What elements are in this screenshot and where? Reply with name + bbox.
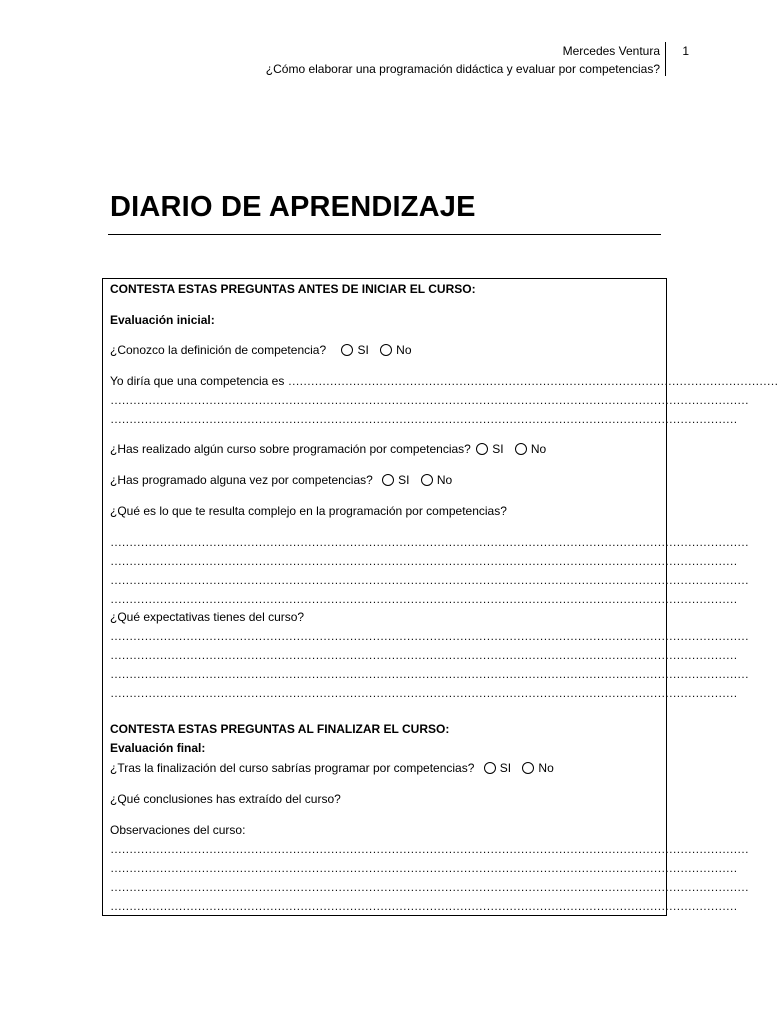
answer-line[interactable]: ………………………………………………………………………………………………………………………………………………… bbox=[110, 861, 738, 875]
option-no-label: No bbox=[530, 442, 547, 456]
question-complexity: ¿Qué es lo que te resulta complejo en la programación por competencias? bbox=[110, 504, 507, 518]
option-no-label: No bbox=[396, 343, 412, 357]
question-can-program bbox=[110, 760, 660, 776]
section2-subheading: Evaluación final: bbox=[110, 741, 206, 755]
answer-line[interactable]: ………………………………………………………………………………………………………………………………………………… bbox=[110, 592, 738, 606]
radio-yes-icon[interactable] bbox=[382, 474, 394, 486]
section1-subheading: Evaluación inicial: bbox=[110, 313, 215, 327]
answer-line[interactable]: ………………………………………………………………………………………………………………………………………………… bbox=[110, 412, 738, 426]
questionnaire-box bbox=[102, 278, 778, 916]
radio-yes-icon[interactable] bbox=[476, 443, 488, 455]
answer-line[interactable]: …………………………………………………………………………………………………………………………………………………… bbox=[110, 573, 749, 587]
header-subtitle: ¿Cómo elaborar una programación didáctica y evaluar por competencias? bbox=[265, 62, 660, 76]
answer-line[interactable]: …………………………………………………………………………………………………………………………………………………… bbox=[110, 880, 749, 894]
option-yes-label: SI bbox=[499, 761, 512, 775]
radio-no-icon[interactable] bbox=[522, 762, 534, 774]
answer-prompt: Yo diría que una competencia es bbox=[110, 374, 285, 388]
answer-line[interactable]: …………………………………………………………………………………………………………………………………………………… bbox=[110, 629, 749, 643]
question-competence-definition bbox=[110, 342, 660, 358]
answer-line[interactable]: ………………………………………………………………………………………………………………………………………………… bbox=[110, 554, 738, 568]
radio-no-icon[interactable] bbox=[380, 344, 392, 356]
question-text: ¿Tras la finalización del curso sabrías programar por competencias? bbox=[110, 761, 475, 775]
question-expectations: ¿Qué expectativas tienes del curso? bbox=[110, 610, 305, 624]
radio-no-icon[interactable] bbox=[515, 443, 527, 455]
question-observations: Observaciones del curso: bbox=[110, 823, 246, 837]
radio-yes-icon[interactable] bbox=[484, 762, 496, 774]
section1-heading: CONTESTA ESTAS PREGUNTAS ANTES DE INICIAR EL CURSO: bbox=[110, 282, 476, 296]
answer-line[interactable]: ………………………………………………………………………………………………………………………………………………… bbox=[110, 899, 738, 913]
header-author: Mercedes Ventura bbox=[562, 44, 660, 58]
answer-line[interactable]: …………………………………………………………………………………………………………………………………………………… bbox=[110, 393, 749, 407]
question-conclusions: ¿Qué conclusiones has extraído del curso? bbox=[110, 792, 341, 806]
answer-line[interactable]: ………………………………………………………………………………………………………………………………………………… bbox=[110, 686, 738, 700]
option-yes-label: SI bbox=[492, 442, 504, 456]
radio-no-icon[interactable] bbox=[421, 474, 433, 486]
section2-heading: CONTESTA ESTAS PREGUNTAS AL FINALIZAR EL CURSO: bbox=[110, 722, 450, 736]
running-header bbox=[266, 42, 660, 78]
question-programmed-before bbox=[110, 472, 660, 488]
page-number: 1 bbox=[665, 42, 689, 76]
title-divider bbox=[108, 234, 661, 235]
answer-line[interactable]: ………………………………………………………………………………………………………………………………………………… bbox=[110, 648, 738, 662]
option-yes-label: SI bbox=[357, 343, 369, 357]
dotted-line: ………………………………………………………………………………………………………………… bbox=[287, 374, 778, 388]
answer-line-competence[interactable] bbox=[110, 373, 778, 389]
question-text: ¿Has realizado algún curso sobre programación por competencias? bbox=[110, 442, 471, 456]
question-course-taken bbox=[110, 441, 660, 457]
question-text: ¿Conozco la definición de competencia? bbox=[110, 343, 327, 357]
answer-line[interactable]: …………………………………………………………………………………………………………………………………………………… bbox=[110, 535, 749, 549]
option-no-label: No bbox=[538, 761, 554, 775]
document-title: DIARIO DE APRENDIZAJE bbox=[110, 191, 476, 223]
question-text: ¿Has programado alguna vez por competencias? bbox=[110, 473, 373, 487]
radio-yes-icon[interactable] bbox=[341, 344, 353, 356]
answer-line[interactable]: …………………………………………………………………………………………………………………………………………………… bbox=[110, 842, 749, 856]
option-yes-label: SI bbox=[398, 473, 410, 487]
answer-line[interactable]: …………………………………………………………………………………………………………………………………………………… bbox=[110, 667, 749, 681]
option-no-label: No bbox=[436, 473, 453, 487]
